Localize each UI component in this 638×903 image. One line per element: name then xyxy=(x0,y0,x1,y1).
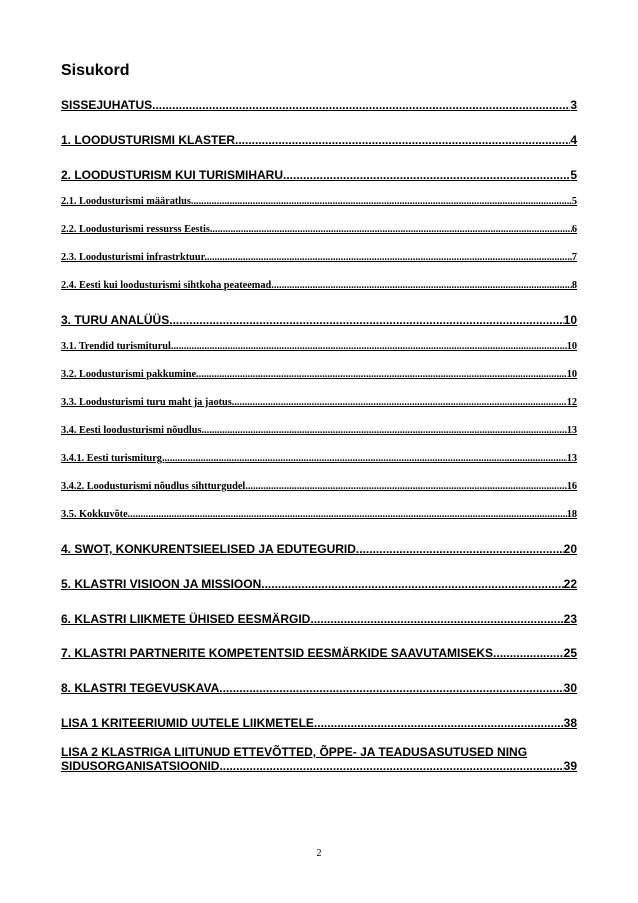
toc-entry-2-1[interactable] xyxy=(61,196,577,207)
toc-entry-page: 10 xyxy=(563,313,577,327)
toc-leader-dots xyxy=(212,224,571,235)
toc-leader-dots xyxy=(130,509,566,520)
toc-entry-page: 7 xyxy=(571,252,577,263)
toc-entry-text: 3.1. Trendid turismiturul. xyxy=(61,341,174,352)
toc-entry-3-3[interactable] xyxy=(61,397,577,408)
toc-entry-text: LISA 2 KLASTRIGA LIITUNUD ETTEVÕTTED, ÕPPE- JA TEADUSASUTUSED NING xyxy=(61,745,528,759)
toc-entry-3-1[interactable] xyxy=(61,341,577,352)
toc-entry-3-4[interactable] xyxy=(61,425,577,436)
toc-leader-dots xyxy=(204,425,567,436)
toc-entry-1[interactable] xyxy=(61,133,577,147)
toc-entry-2-3[interactable] xyxy=(61,252,577,263)
toc-leader-dots xyxy=(248,481,567,492)
toc-entry-page: 22 xyxy=(563,577,577,591)
toc-leader-dots xyxy=(165,453,567,464)
toc-entry-page: 13 xyxy=(566,453,577,464)
toc-entry-8[interactable] xyxy=(61,681,577,695)
toc-title: Sisukord xyxy=(61,62,130,79)
toc-entry-text: 8. KLASTRI TEGEVUSKAVA. xyxy=(61,681,223,695)
toc-leader-dots xyxy=(286,168,570,182)
toc-entry-lisa-2[interactable] xyxy=(61,745,577,773)
toc-entry-4[interactable] xyxy=(61,542,577,556)
toc-entry-page: 3 xyxy=(570,98,577,112)
toc-entry-text: 2.1. Loodusturismi määratlus. xyxy=(61,196,194,207)
toc-leader-dots xyxy=(234,397,566,408)
toc-entry-page: 4 xyxy=(570,133,577,147)
toc-entry-3-2[interactable] xyxy=(61,369,577,380)
toc-entry-2-2[interactable] xyxy=(61,224,577,235)
toc-entry-text: 3.2. Loodusturismi pakkumine. xyxy=(61,369,199,380)
toc-entry-text: 4. SWOT, KONKURENTSIEELISED JA EDUTEGURID. xyxy=(61,542,360,556)
toc-entry-text: 2.3. Loodusturismi infrastrktuur. xyxy=(61,252,207,263)
toc-entry-sissejuhatus[interactable] xyxy=(61,98,577,112)
toc-entry-3-4-1[interactable] xyxy=(61,453,577,464)
toc-entry-page: 8 xyxy=(571,280,577,291)
toc-leader-dots xyxy=(193,196,571,207)
toc-entry-text: 2.2. Loodusturismi ressurss Eestis. xyxy=(61,224,213,235)
toc-leader-dots xyxy=(173,341,566,352)
toc-leader-dots xyxy=(317,716,563,730)
toc-leader-dots xyxy=(223,759,564,773)
toc-entry-page: 6 xyxy=(571,224,577,235)
toc-entry-7[interactable] xyxy=(61,646,577,660)
toc-entry-page: 23 xyxy=(563,612,577,626)
toc-leader-dots xyxy=(155,98,570,112)
toc-entry-text: 2.4. Eesti kui loodusturismi sihtkoha peateemad. xyxy=(61,280,274,291)
toc-entry-text-continued: SIDUSORGANISATSIOONID. xyxy=(61,759,223,773)
toc-entry-page: 38 xyxy=(563,716,577,730)
toc-leader-dots xyxy=(199,369,567,380)
toc-entry-2[interactable] xyxy=(61,168,577,182)
toc-entry-page: 25 xyxy=(563,646,577,660)
toc-entry-page: 16 xyxy=(566,481,577,492)
toc-entry-5[interactable] xyxy=(61,577,577,591)
toc-entry-2-4[interactable] xyxy=(61,280,577,291)
toc-entry-text: 2. LOODUSTURISM KUI TURISMIHARU. xyxy=(61,168,287,182)
toc-entry-page: 5 xyxy=(570,168,577,182)
toc-leader-dots xyxy=(207,252,572,263)
toc-entry-page: 39 xyxy=(563,759,577,773)
toc-entry-page: 18 xyxy=(566,509,577,520)
toc-entry-3-5[interactable] xyxy=(61,509,577,520)
toc-entry-text: LISA 1 KRITEERIUMID UUTELE LIIKMETELE. xyxy=(61,716,318,730)
toc-entry-line-2 xyxy=(61,759,577,773)
toc-entry-page: 5 xyxy=(571,196,577,207)
toc-leader-dots xyxy=(265,577,564,591)
toc-entry-page: 10 xyxy=(566,341,577,352)
toc-entry-3-4-2[interactable] xyxy=(61,481,577,492)
toc-entry-text: 3.4.1. Eesti turismiturg. xyxy=(61,453,165,464)
toc-entry-text: 1. LOODUSTURISMI KLASTER. xyxy=(61,133,239,147)
toc-entry-text: 7. KLASTRI PARTNERITE KOMPETENTSID EESMÄRKIDE SAAVUTAMISEKS. xyxy=(61,646,497,660)
toc-entry-page: 13 xyxy=(566,425,577,436)
toc-entry-page: 30 xyxy=(563,681,577,695)
toc-entry-text: 3.4. Eesti loodusturismi nõudlus. xyxy=(61,425,205,436)
toc-entry-text: 3.3. Loodusturismi turu maht ja jaotus. xyxy=(61,397,235,408)
toc-leader-dots xyxy=(223,681,564,695)
page-number: 2 xyxy=(316,848,322,859)
toc-entry-text: 3. TURU ANALÜÜS. xyxy=(61,313,173,327)
toc-entry-6[interactable] xyxy=(61,612,577,626)
toc-entry-text: 3.4.2. Loodusturismi nõudlus sihtturgudel. xyxy=(61,481,248,492)
toc-entry-text: SISSEJUHATUS. xyxy=(61,98,156,112)
toc-entry-page: 20 xyxy=(563,542,577,556)
toc-leader-dots xyxy=(238,133,570,147)
toc-leader-dots xyxy=(274,280,572,291)
toc-entry-page: 12 xyxy=(566,397,577,408)
toc-entry-text: 3.5. Kokkuvõte. xyxy=(61,509,131,520)
toc-entry-lisa-1[interactable] xyxy=(61,716,577,730)
toc-leader-dots xyxy=(314,612,564,626)
toc-entry-page: 10 xyxy=(566,369,577,380)
toc-leader-dots xyxy=(173,313,564,327)
toc-entry-3[interactable] xyxy=(61,313,577,327)
toc-leader-dots xyxy=(496,646,563,660)
toc-leader-dots xyxy=(359,542,563,556)
toc-entry-text: 6. KLASTRI LIIKMETE ÜHISED EESMÄRGID. xyxy=(61,612,314,626)
toc-entry-text: 5. KLASTRI VISIOON JA MISSIOON. xyxy=(61,577,265,591)
